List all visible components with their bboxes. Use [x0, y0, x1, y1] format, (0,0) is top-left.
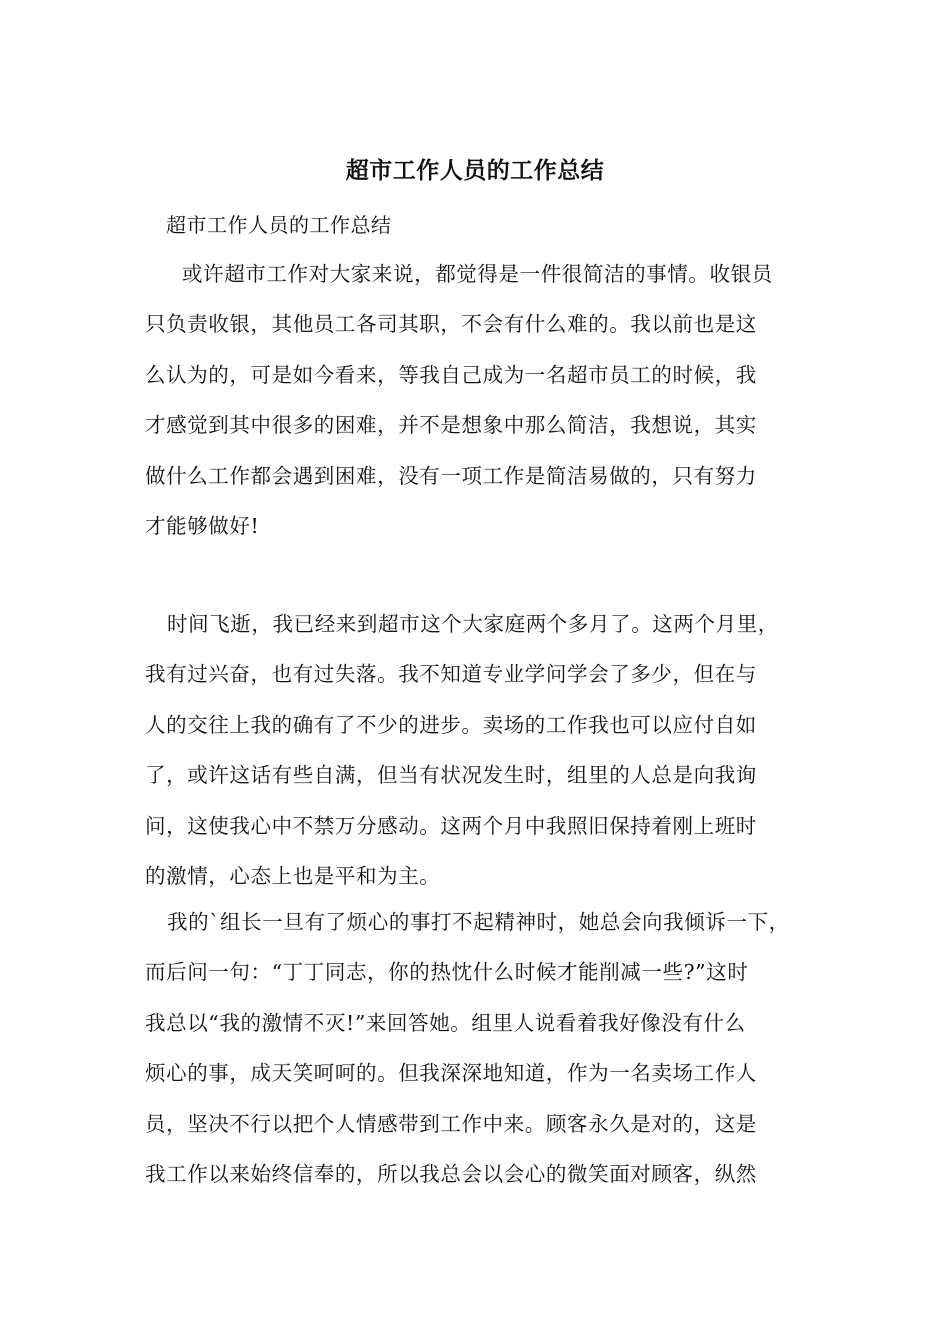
- document-title: 超市工作人员的工作总结: [345, 157, 605, 184]
- paragraph-1: [145, 249, 815, 551]
- paragraph-line: 我工作以来始终信奉的，所以我总会以会心的微笑面对顾客，纵然: [145, 1161, 757, 1186]
- paragraph-line: 烦心的事，成天笑呵呵的。但我深深地知道，作为一名卖场工作人: [145, 1061, 757, 1086]
- paragraph-line: 只负责收银，其他员工各司其职，不会有什么难的。我以前也是这: [145, 312, 757, 337]
- paragraph-line: 员，坚决不行以把个人情感带到工作中来。顾客永久是对的，这是: [145, 1111, 757, 1136]
- paragraph-line: 人的交往上我的确有了不少的进步。卖场的工作我也可以应付自如: [145, 712, 757, 737]
- paragraph-line: 我的`组长一旦有了烦心的事打不起精神时，她总会向我倾诉一下，: [167, 910, 790, 934]
- paragraph-line: 做什么工作都会遇到困难，没有一项工作是简洁易做的，只有努力: [145, 463, 757, 488]
- paragraph-2: [145, 599, 815, 901]
- paragraph-line: 我有过兴奋，也有过失落。我不知道专业学问学会了多少，但在与: [145, 662, 757, 687]
- paragraph-line: 了，或许这话有些自满，但当有状况发生时，组里的人总是向我询: [145, 763, 757, 788]
- paragraph-line: 或许超市工作对大家来说，都觉得是一件很简洁的事情。收银员: [182, 262, 773, 286]
- paragraph-3: [145, 897, 815, 1199]
- paragraph-line: 我总以“我的激情不灭!”来回答她。组里人说看着我好像没有什么: [145, 1010, 746, 1035]
- paragraph-line: 的激情，心态上也是平和为主。: [145, 863, 441, 888]
- paragraph-line: 才感觉到其中很多的困难，并不是想象中那么简洁，我想说，其实: [145, 413, 757, 438]
- paragraph-line: 而后问一句：“丁丁同志，你的热忱什么时候才能削减一些?”这时: [145, 960, 749, 985]
- document-subtitle: 超市工作人员的工作总结: [166, 213, 392, 237]
- paragraph-line: 问，这使我心中不禁万分感动。这两个月中我照旧保持着刚上班时: [145, 813, 757, 838]
- paragraph-line: 时间飞逝，我已经来到超市这个大家庭两个多月了。这两个月里，: [167, 612, 779, 636]
- paragraph-line: 么认为的，可是如今看来，等我自己成为一名超市员工的时候，我: [145, 362, 757, 387]
- paragraph-line: 才能够做好!: [145, 513, 260, 538]
